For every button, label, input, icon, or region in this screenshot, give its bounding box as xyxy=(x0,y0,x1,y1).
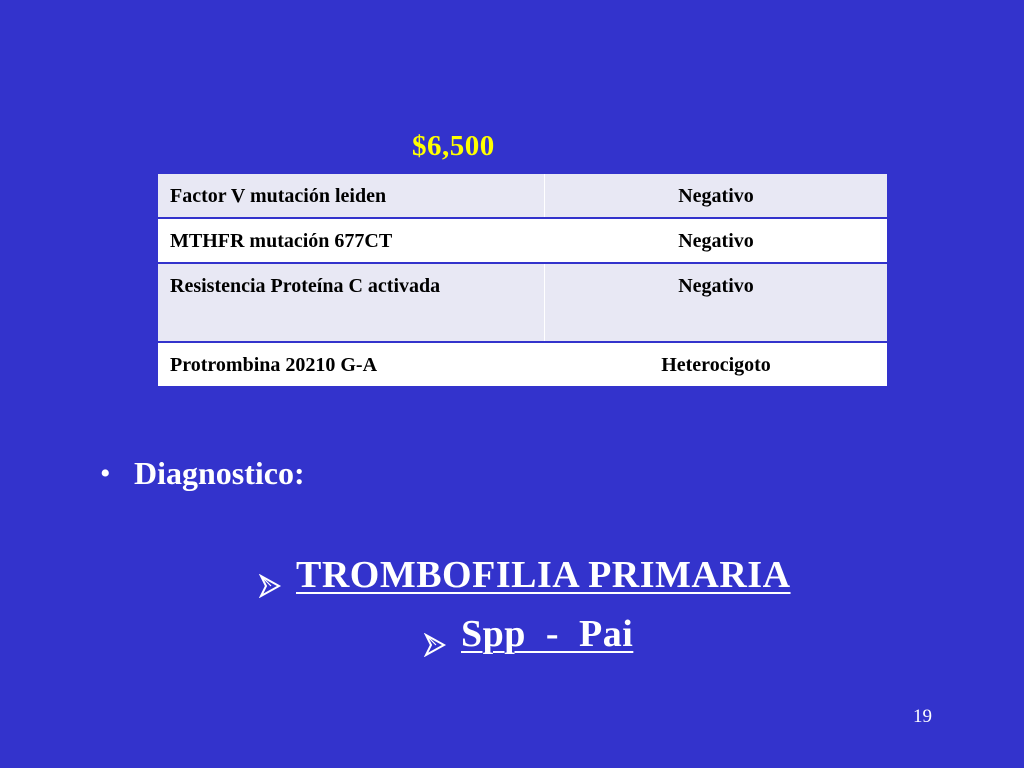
table-row xyxy=(158,263,887,342)
test-result-cell: Heterocigoto xyxy=(545,342,888,387)
price-label: $6,500 xyxy=(412,130,495,162)
diagnosis-text: Spp - Pai xyxy=(461,613,634,655)
test-name-cell: MTHFR mutación 677CT xyxy=(158,218,545,263)
arrow-bullet-icon xyxy=(423,623,447,647)
lab-results-table xyxy=(158,174,887,388)
test-name-cell: Factor V mutación leiden xyxy=(158,174,545,218)
diagnosis-bullet xyxy=(100,455,305,492)
diagnosis-heading: Diagnostico: xyxy=(134,455,305,491)
diagnosis-item xyxy=(258,553,791,597)
table-row xyxy=(158,218,887,263)
bullet-dot-icon: • xyxy=(100,456,111,490)
test-name-cell: Protrombina 20210 G-A xyxy=(158,342,545,387)
test-result-cell: Negativo xyxy=(545,218,888,263)
test-result-cell: Negativo xyxy=(545,263,888,342)
slide-number: 19 xyxy=(913,706,932,727)
table-row xyxy=(158,342,887,387)
diagnosis-text: TROMBOFILIA PRIMARIA xyxy=(296,554,791,596)
test-name-cell: Resistencia Proteína C activada xyxy=(158,263,545,342)
table-row xyxy=(158,174,887,218)
test-result-cell: Negativo xyxy=(545,174,888,218)
arrow-bullet-icon xyxy=(258,564,282,588)
diagnosis-item xyxy=(423,612,633,656)
